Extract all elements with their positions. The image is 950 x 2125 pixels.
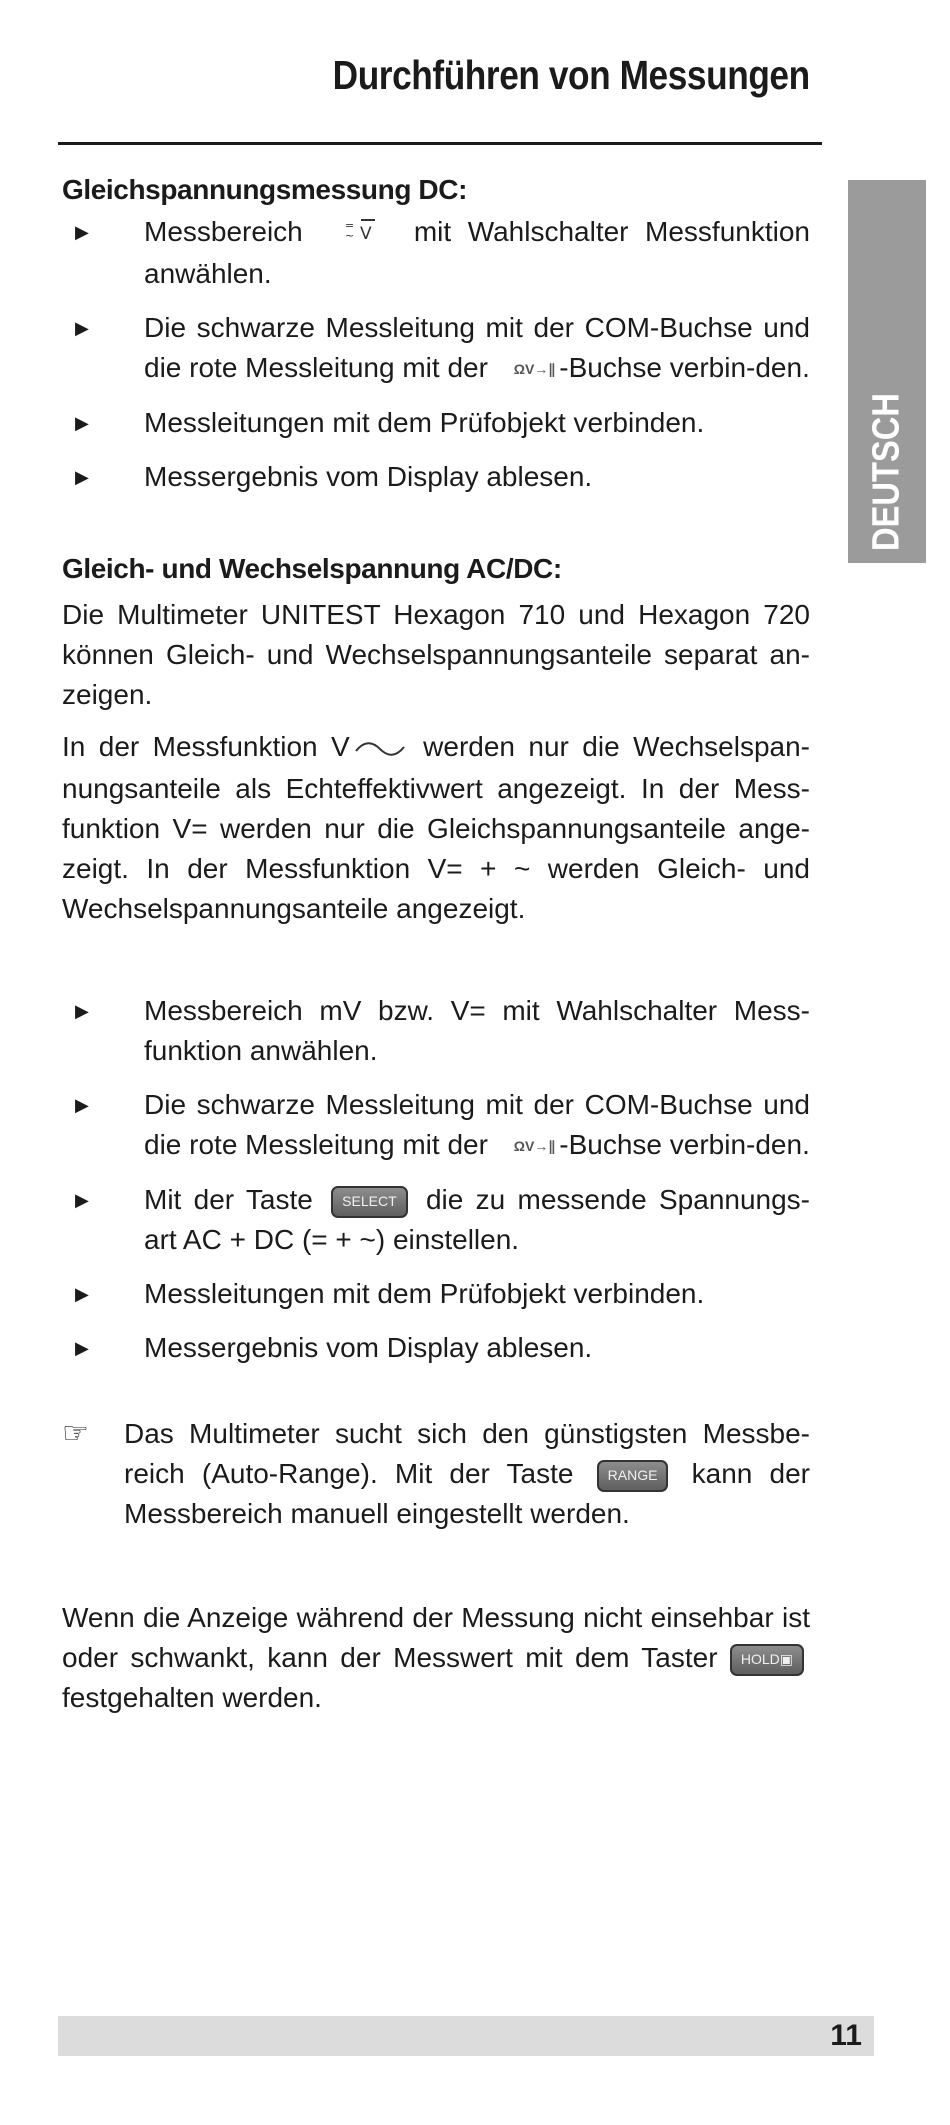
step-text: Messleitungen mit dem Prüfobjekt verbinden. bbox=[144, 1278, 705, 1310]
list-item bbox=[62, 457, 810, 497]
note-text: Das Multimeter sucht sich den günstigsten Messbe-reich (Auto-Range). Mit der Taste bbox=[124, 1418, 810, 1490]
dc-steps-list bbox=[62, 212, 810, 497]
bullet-arrow-icon: ▶ bbox=[75, 317, 89, 338]
bullet-arrow-icon: ▶ bbox=[75, 222, 89, 242]
title-rule bbox=[58, 142, 822, 145]
list-item bbox=[62, 991, 810, 1071]
step-text: Messbereich mV bzw. V= mit Wahlschalter Mess-funktion anwählen. bbox=[144, 994, 810, 1066]
dc-voltage-symbol-icon bbox=[345, 214, 379, 254]
hold-button-icon: HOLD▣ bbox=[730, 1644, 804, 1676]
step-text: Messergebnis vom Display ablesen. bbox=[144, 461, 593, 493]
acdc-intro-paragraph: Die Multimeter UNITEST Hexagon 710 und Hexagon 720 können Gleich- und Wechselspannungsanteile separat an-zeigen. bbox=[62, 599, 810, 711]
svg-text:V: V bbox=[360, 223, 372, 243]
select-button-icon: SELECT bbox=[331, 1186, 407, 1218]
paragraph-text: werden nur die Wechselspan-nungsanteile als Echteffektivwert angezeigt. In der Mess-funktion V= werden nur die Gleichspannungsanteile ange-zeigt. In der Messfunktion V= + ~ werden Gleich- und Wechselspannungsanteile angezeigt. bbox=[62, 731, 810, 924]
bullet-arrow-icon: ▶ bbox=[75, 1284, 89, 1305]
step-text: Messergebnis vom Display ablesen. bbox=[144, 1332, 593, 1364]
language-side-tab-label-wrap bbox=[848, 180, 926, 563]
bullet-arrow-icon: ▶ bbox=[75, 1190, 89, 1211]
step-text: -Buchse verbin-den. bbox=[559, 351, 810, 383]
svg-text:=: = bbox=[345, 218, 355, 232]
range-button-icon: RANGE bbox=[597, 1460, 669, 1492]
step-text: Messbereich bbox=[144, 216, 303, 247]
step-text: Die schwarze Messleitung mit der COM-Buchse und die rote Messleitung mit der bbox=[144, 311, 810, 383]
bullet-arrow-icon: ▶ bbox=[75, 1338, 89, 1359]
bullet-arrow-icon: ▶ bbox=[75, 413, 89, 434]
hold-paragraph bbox=[62, 1598, 810, 1718]
list-item bbox=[62, 212, 810, 294]
page-title: Durchführen von Messungen bbox=[332, 52, 810, 98]
ohm-volt-jack-icon: ΩV→∥ bbox=[513, 361, 556, 378]
bullet-arrow-icon: ▶ bbox=[75, 1094, 89, 1115]
section-heading-acdc: Gleich- und Wechselspannung AC/DC: bbox=[62, 553, 562, 585]
page-number: 11 bbox=[830, 2019, 862, 2052]
paragraph-text: Wenn die Anzeige während der Messung nicht einsehbar ist oder schwankt, kann der Messwert mit dem Taster bbox=[62, 1602, 810, 1674]
list-item bbox=[62, 1180, 810, 1260]
step-text: Messleitungen mit dem Prüfobjekt verbinden. bbox=[144, 407, 705, 439]
footer-bar bbox=[58, 2016, 874, 2056]
list-item bbox=[62, 308, 810, 390]
ohm-volt-jack-icon: ΩV→∥ bbox=[513, 1138, 556, 1155]
auto-range-note bbox=[62, 1414, 810, 1534]
list-item bbox=[62, 403, 810, 443]
list-item bbox=[62, 1085, 810, 1167]
section-heading-dc: Gleichspannungsmessung DC: bbox=[62, 174, 467, 205]
list-item bbox=[62, 1274, 810, 1314]
step-text: mit Wahlschalter Messfunktion anwählen. bbox=[144, 216, 810, 289]
step-text: Die schwarze Messleitung mit der COM-Buchse und die rote Messleitung mit der bbox=[144, 1088, 810, 1160]
paragraph-text: In der Messfunktion V bbox=[62, 731, 350, 763]
pointing-hand-icon: ☞ bbox=[62, 1417, 89, 1451]
note-text: kann der Messbereich manuell eingestellt werden. bbox=[124, 1458, 811, 1530]
paragraph-text: festgehalten werden. bbox=[62, 1682, 322, 1714]
bullet-arrow-icon: ▶ bbox=[75, 467, 89, 488]
step-text: -Buchse verbin-den. bbox=[559, 1128, 810, 1160]
acdc-function-paragraph bbox=[62, 727, 810, 929]
svg-text:~: ~ bbox=[345, 228, 355, 242]
step-text: die zu messende Spannungs-art AC + DC (= + ~) einstellen. bbox=[144, 1184, 810, 1256]
main-content bbox=[62, 170, 810, 1718]
language-side-tab-label: DEUTSCH bbox=[865, 393, 908, 551]
ac-wave-icon bbox=[354, 729, 406, 769]
bullet-arrow-icon: ▶ bbox=[75, 1000, 89, 1021]
list-item bbox=[62, 1328, 810, 1368]
step-text: Mit der Taste bbox=[144, 1184, 313, 1216]
acdc-steps-list bbox=[62, 991, 810, 1369]
